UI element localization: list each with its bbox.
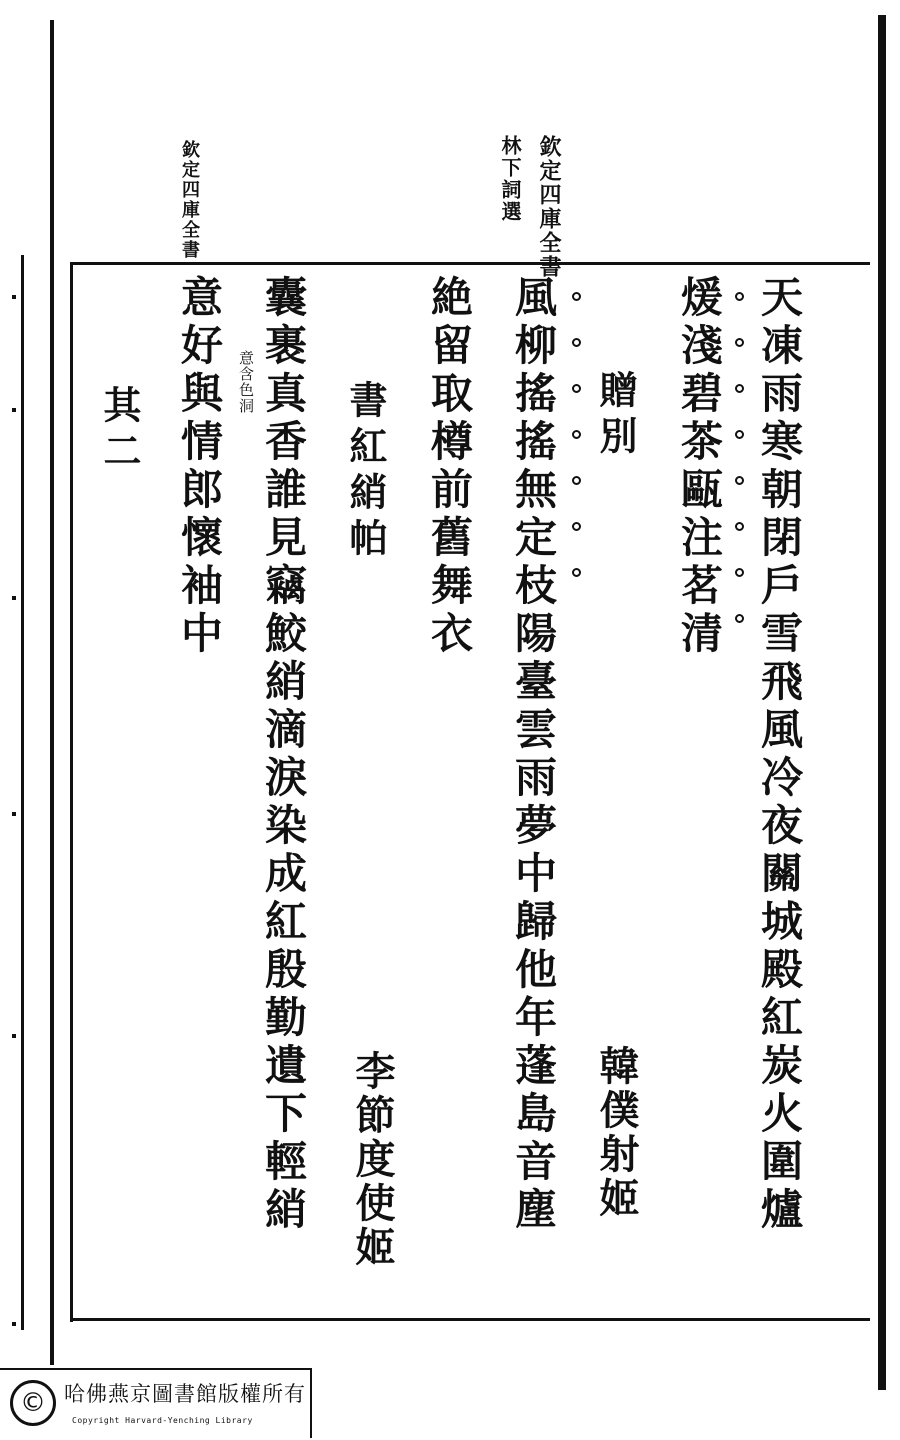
copyright-english: Copyright Harvard-Yenching Library <box>72 1416 253 1425</box>
poem2-line2: 絶留取樽前舊舞衣 <box>425 275 474 659</box>
poem2-title: 贈別 <box>593 370 638 462</box>
outer-border-rule <box>21 255 24 1330</box>
poem4-title: 其二 <box>97 385 142 477</box>
poem1-line1: 天凍雨寒朝閉戶雪飛風冷夜關城殿紅炭火圍爐 <box>755 275 804 1235</box>
frame-left-rule <box>70 262 73 1322</box>
margin-tick <box>12 596 16 600</box>
poem3-annotation: 意含色洞 <box>237 350 255 414</box>
copyright-stamp <box>0 1368 312 1438</box>
margin-tick <box>12 295 16 299</box>
poem2-punctuation <box>572 292 581 614</box>
volume-label: 欽定四庫全書 <box>179 140 200 260</box>
frame-bottom-rule <box>70 1318 870 1321</box>
poem2-line1: 風柳搖搖無定枝陽臺雲雨夢中歸他年蓬島音塵 <box>509 275 558 1235</box>
poem3-line1: 囊裹真香誰見竊鮫綃滴淚染成紅殷勤遺下輕綃 <box>259 275 308 1235</box>
poem3-author: 李節度使姬 <box>349 1050 396 1270</box>
poem1-line2: 煖淺碧茶甌注茗清 <box>675 275 724 659</box>
frame-top-rule <box>70 262 870 265</box>
poem3-line2: 意好與情郎懷袖中 <box>175 275 224 659</box>
left-margin-rule <box>50 20 54 1365</box>
poem3-title: 書紅綃帕 <box>343 380 388 564</box>
poem2-author: 韓僕射姬 <box>593 1045 640 1221</box>
collection-tail: 林下詞選 <box>498 135 522 223</box>
copyright-icon: © <box>10 1380 56 1426</box>
margin-tick <box>12 812 16 816</box>
margin-tick <box>12 1034 16 1038</box>
copyright-chinese: 哈佛燕京圖書館版權所有 <box>64 1382 306 1406</box>
poem1-punctuation <box>735 292 744 660</box>
margin-tick <box>12 408 16 412</box>
library-title: 欽定四庫全書 <box>536 135 562 279</box>
margin-tick <box>12 1322 16 1326</box>
right-edge-rule <box>878 15 886 1390</box>
